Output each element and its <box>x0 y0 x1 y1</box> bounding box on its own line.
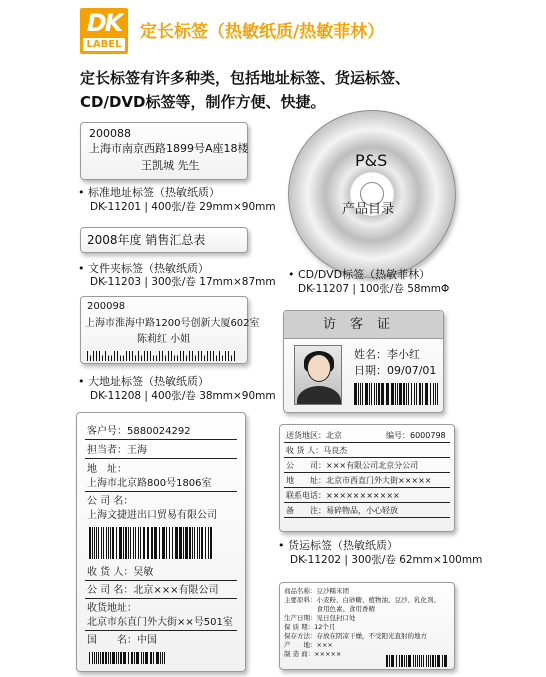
intro-line-1: 定长标签有许多种类，包括地址标签、货运标签、 <box>80 69 411 87</box>
product-label-row: 主要原料：小麦粉、白砂糖、植物油、豆沙、乳化剂、 <box>284 596 440 604</box>
barcode-bar <box>208 527 209 559</box>
visitor-badge-title: 访客证 <box>322 317 404 332</box>
barcode-bar <box>204 356 205 362</box>
waybill-barcode-icon <box>89 527 213 559</box>
barcode-bar <box>189 527 191 559</box>
barcode-bar <box>106 527 107 559</box>
barcode-bar <box>404 655 405 667</box>
barcode-bar <box>210 527 212 559</box>
barcode-bar <box>216 356 217 362</box>
barcode-bar <box>153 356 154 362</box>
barcode-bar <box>192 351 193 361</box>
product-barcode-icon <box>386 655 450 667</box>
barcode-bar <box>159 351 160 361</box>
barcode-bar <box>231 356 232 362</box>
large-address-label-name: 陈莉红 小姐 <box>137 334 191 345</box>
shipping-label-caption: • 货运标签（热敏纸质） <box>278 539 398 552</box>
barcode-bar <box>130 527 131 559</box>
barcode-bar <box>192 527 193 559</box>
product-label-sample <box>279 582 455 670</box>
visitor-badge-sample <box>283 310 444 413</box>
barcode-bar <box>168 351 169 361</box>
barcode-bar <box>365 383 368 405</box>
barcode-bar <box>396 655 397 667</box>
barcode-bar <box>180 351 181 361</box>
barcode-bar <box>120 652 122 664</box>
barcode-bar <box>358 383 359 405</box>
barcode-bar <box>399 383 402 405</box>
barcode-bar <box>198 351 199 361</box>
barcode-bar <box>94 527 95 559</box>
barcode-bar <box>105 652 107 664</box>
product-label-row: 制 造 商：××××× <box>284 650 342 658</box>
barcode-bar <box>437 655 440 667</box>
barcode-bar <box>414 383 415 405</box>
barcode-bar <box>426 655 427 667</box>
waybill-receiver-company: 公 司 名：北京×××有限公司 <box>87 585 219 596</box>
barcode-bar <box>118 652 119 664</box>
barcode-bar <box>125 527 127 559</box>
barcode-bar <box>428 655 429 667</box>
visitor-barcode-icon <box>354 383 438 405</box>
large-address-label-caption: • 大地址标签（热敏纸质） <box>78 375 209 388</box>
barcode-bar <box>166 527 167 559</box>
cd-label-caption: • CD/DVD标签（热敏菲林） <box>288 268 431 281</box>
barcode-bar <box>145 652 148 664</box>
large-address-label-sample <box>80 296 260 364</box>
folder-label-sample <box>80 227 248 253</box>
barcode-bar <box>96 351 97 361</box>
barcode-bar <box>171 351 172 361</box>
shipping-consignee: 收 货 人：马良杰 <box>286 446 348 455</box>
product-label-row: 商品名称：豆沙糯米团 <box>284 587 349 595</box>
waybill-receiver: 收 货 人：吴敏 <box>87 567 154 578</box>
waybill-customer-no: 客户号：5880024292 <box>87 426 191 437</box>
barcode-bar <box>222 356 223 362</box>
address-label-zip: 200088 <box>89 127 131 140</box>
barcode-bar <box>406 655 407 667</box>
product-label-row: 保存方法：存放在阴凉干燥，不受阳光直射的地方 <box>284 632 427 640</box>
barcode-bar <box>102 652 104 664</box>
barcode-bar <box>117 351 118 361</box>
barcode-bar <box>102 356 103 362</box>
page-title: 定长标签（热敏纸质/热敏菲林） <box>140 22 385 42</box>
barcode-bar <box>92 527 93 559</box>
waybill-receiver-address-label: 收货地址： <box>87 603 137 614</box>
barcode-bar <box>150 652 152 664</box>
barcode-bar <box>185 527 188 559</box>
barcode-bar <box>213 351 214 361</box>
barcode-bar <box>408 655 411 667</box>
waybill-address: 上海市北京路800号1806室 <box>87 478 212 489</box>
barcode-bar <box>132 351 133 361</box>
barcode-bar <box>154 527 157 559</box>
barcode-bar <box>116 652 117 664</box>
waybill-receiver-address: 北京市东直门外大街××号501室 <box>87 617 233 628</box>
barcode-bar <box>435 383 436 405</box>
barcode-bar <box>179 527 182 559</box>
barcode-bar <box>201 351 202 361</box>
barcode-bar <box>210 351 211 361</box>
address-label-sample <box>80 122 248 180</box>
visitor-badge-header <box>284 311 443 339</box>
shipping-company: 公 司：×××有限公司北京分公司 <box>286 461 419 470</box>
barcode-bar <box>391 383 394 405</box>
cd-label-spec: DK-11207 | 100张/卷 58mmΦ <box>298 283 450 295</box>
barcode-bar <box>164 652 165 664</box>
barcode-bar <box>119 527 122 559</box>
cd-label-line1: P&S <box>355 151 388 170</box>
shipping-address: 地 址：北京市西直门外大街××××× <box>286 476 432 485</box>
barcode-bar <box>123 527 124 559</box>
waybill-company-label: 公 司 名： <box>87 496 134 507</box>
barcode-bar <box>189 351 190 361</box>
barcode-bar <box>174 356 175 362</box>
dk-label-logo <box>80 8 128 54</box>
barcode-bar <box>419 655 420 667</box>
shipping-note: 备 注：易碎物品，小心轻放 <box>286 506 398 515</box>
logo-text-bottom: LABEL <box>83 38 125 51</box>
cd-label-line2: 产品目录 <box>342 202 395 217</box>
barcode-bar <box>415 655 416 667</box>
barcode-bar <box>205 527 206 559</box>
barcode-bar <box>112 527 114 559</box>
barcode-bar <box>397 383 398 405</box>
barcode-bar <box>197 527 198 559</box>
barcode-bar <box>135 356 136 362</box>
barcode-bar <box>92 652 93 664</box>
barcode-bar <box>162 527 165 559</box>
product-label-row: 保 质 期：12个月 <box>284 623 336 631</box>
barcode-bar <box>430 383 431 405</box>
barcode-bar <box>386 655 388 667</box>
barcode-bar <box>406 383 407 405</box>
barcode-bar <box>140 527 141 559</box>
barcode-bar <box>100 652 101 664</box>
large-address-label-address: 上海市淮海中路1200号创新大厦602室 <box>85 318 260 329</box>
barcode-bar <box>395 383 396 405</box>
barcode-bar <box>169 527 170 559</box>
barcode-bar <box>435 655 436 667</box>
barcode-bar <box>123 356 124 362</box>
barcode-bar <box>151 527 153 559</box>
folder-label-caption: • 文件夹标签（热敏纸质） <box>78 262 209 275</box>
product-label-row: 生产日期：见日包封口处 <box>284 614 356 622</box>
barcode-bar <box>110 652 111 664</box>
barcode-bar <box>135 527 136 559</box>
barcode-bar <box>110 527 111 559</box>
barcode-bar <box>114 351 115 361</box>
waybill-company: 上海文捷进出口贸易有限公司 <box>87 510 217 521</box>
barcode-bar <box>207 351 208 361</box>
address-label-address: 上海市南京西路1899号A座18楼 <box>89 142 249 155</box>
barcode-bar <box>183 351 184 361</box>
postal-barcode-icon <box>87 351 237 361</box>
shipping-label-spec: DK-11202 | 300张/卷 62mm×100mm <box>290 554 483 566</box>
barcode-bar <box>430 655 431 667</box>
barcode-bar <box>105 351 106 361</box>
waybill-country: 国 名：中国 <box>87 635 157 646</box>
barcode-bar <box>433 383 434 405</box>
barcode-bar <box>360 383 361 405</box>
barcode-bar <box>131 652 133 664</box>
barcode-bar <box>89 652 90 664</box>
barcode-bar <box>399 655 400 667</box>
barcode-bar <box>419 383 421 405</box>
visitor-photo <box>294 345 342 405</box>
barcode-bar <box>90 356 91 362</box>
barcode-bar <box>401 655 403 667</box>
barcode-bar <box>416 383 417 405</box>
barcode-bar <box>386 383 389 405</box>
barcode-bar <box>93 351 94 361</box>
barcode-bar <box>408 383 409 405</box>
barcode-bar <box>116 527 117 559</box>
barcode-bar <box>96 527 97 559</box>
barcode-bar <box>234 351 235 361</box>
barcode-bar <box>108 356 109 362</box>
intro-line-2: CD/DVD标签等，制作方便、快捷。 <box>80 93 326 111</box>
barcode-bar <box>136 652 139 664</box>
barcode-bar <box>165 356 166 362</box>
barcode-bar <box>425 383 428 405</box>
barcode-bar <box>444 655 447 667</box>
barcode-bar <box>421 655 422 667</box>
barcode-bar <box>195 356 196 362</box>
barcode-bar <box>442 655 443 667</box>
barcode-bar <box>201 527 203 559</box>
barcode-bar <box>371 383 372 405</box>
barcode-bar <box>432 655 434 667</box>
barcode-bar <box>378 383 380 405</box>
barcode-bar <box>147 527 149 559</box>
barcode-bar <box>156 356 157 362</box>
address-label-caption: • 标准地址标签（热敏纸质） <box>78 186 220 199</box>
barcode-bar <box>381 383 384 405</box>
folder-label-text: 2008年度 销售汇总表 <box>87 233 206 247</box>
shipping-label-sample <box>279 424 455 532</box>
folder-label-spec: DK-11203 | 300张/卷 17mm×87mm <box>90 276 276 288</box>
barcode-bar <box>389 655 390 667</box>
barcode-bar <box>98 652 99 664</box>
waybill-small-barcode-icon <box>89 652 169 664</box>
barcode-bar <box>369 383 370 405</box>
barcode-bar <box>143 652 144 664</box>
barcode-bar <box>138 351 139 361</box>
waybill-address-label: 地 址： <box>87 464 127 475</box>
barcode-bar <box>150 351 151 361</box>
barcode-bar <box>162 652 163 664</box>
barcode-bar <box>141 356 142 362</box>
barcode-bar <box>138 527 139 559</box>
barcode-bar <box>120 356 121 362</box>
barcode-bar <box>147 351 148 361</box>
barcode-bar <box>141 652 142 664</box>
barcode-bar <box>111 356 112 362</box>
logo-text-top: DK <box>86 9 122 37</box>
visitor-name: 姓名：李小红 <box>354 348 420 361</box>
barcode-bar <box>98 527 99 559</box>
shipping-code: 编号：6000798 <box>386 431 446 440</box>
address-label-spec: DK-11201 | 400张/卷 29mm×90mm <box>90 201 276 213</box>
barcode-bar <box>96 652 97 664</box>
barcode-bar <box>194 527 195 559</box>
address-label-name: 王凯城 先生 <box>141 159 200 172</box>
barcode-bar <box>417 655 418 667</box>
barcode-bar <box>89 527 91 559</box>
barcode-bar <box>183 527 184 559</box>
barcode-bar <box>99 351 100 361</box>
barcode-bar <box>423 655 424 667</box>
barcode-bar <box>411 383 412 405</box>
barcode-bar <box>177 356 178 362</box>
visitor-date: 日期：09/07/01 <box>354 364 437 377</box>
barcode-bar <box>94 652 95 664</box>
barcode-bar <box>153 652 154 664</box>
waybill-handler: 担当者：王海 <box>87 445 147 456</box>
barcode-bar <box>103 527 104 559</box>
product-label-row: 食用色素、食用香精 <box>284 605 375 613</box>
barcode-bar <box>134 652 135 664</box>
barcode-bar <box>228 351 229 361</box>
barcode-bar <box>413 655 414 667</box>
barcode-bar <box>437 383 438 405</box>
barcode-bar <box>143 527 145 559</box>
barcode-bar <box>108 527 109 559</box>
barcode-bar <box>128 652 129 664</box>
barcode-bar <box>108 652 109 664</box>
barcode-bar <box>172 527 173 559</box>
barcode-bar <box>128 527 129 559</box>
shipping-phone: 联系电话：××××××××××× <box>286 491 400 500</box>
barcode-bar <box>199 527 200 559</box>
large-address-label-spec: DK-11208 | 400张/卷 38mm×90mm <box>90 390 276 402</box>
barcode-bar <box>159 527 160 559</box>
barcode-bar <box>112 652 115 664</box>
barcode-bar <box>219 351 220 361</box>
barcode-bar <box>391 655 394 667</box>
barcode-bar <box>160 652 161 664</box>
barcode-bar <box>101 527 102 559</box>
barcode-bar <box>123 652 126 664</box>
barcode-bar <box>87 351 88 361</box>
barcode-bar <box>126 351 127 361</box>
barcode-bar <box>186 356 187 362</box>
barcode-bar <box>133 527 134 559</box>
barcode-bar <box>225 351 226 361</box>
barcode-bar <box>403 383 405 405</box>
barcode-bar <box>376 383 377 405</box>
barcode-bar <box>374 383 375 405</box>
product-label-row: 产 地：××× <box>284 641 333 649</box>
large-waybill-label-sample <box>76 412 246 672</box>
barcode-bar <box>354 383 357 405</box>
barcode-bar <box>362 383 363 405</box>
shipping-dest: 送货地区：北京 <box>286 431 342 440</box>
large-address-label-zip: 200098 <box>87 301 126 312</box>
barcode-bar <box>144 351 145 361</box>
barcode-bar <box>156 652 159 664</box>
barcode-bar <box>422 383 423 405</box>
barcode-bar <box>129 351 130 361</box>
barcode-bar <box>175 527 178 559</box>
barcode-bar <box>162 351 163 361</box>
